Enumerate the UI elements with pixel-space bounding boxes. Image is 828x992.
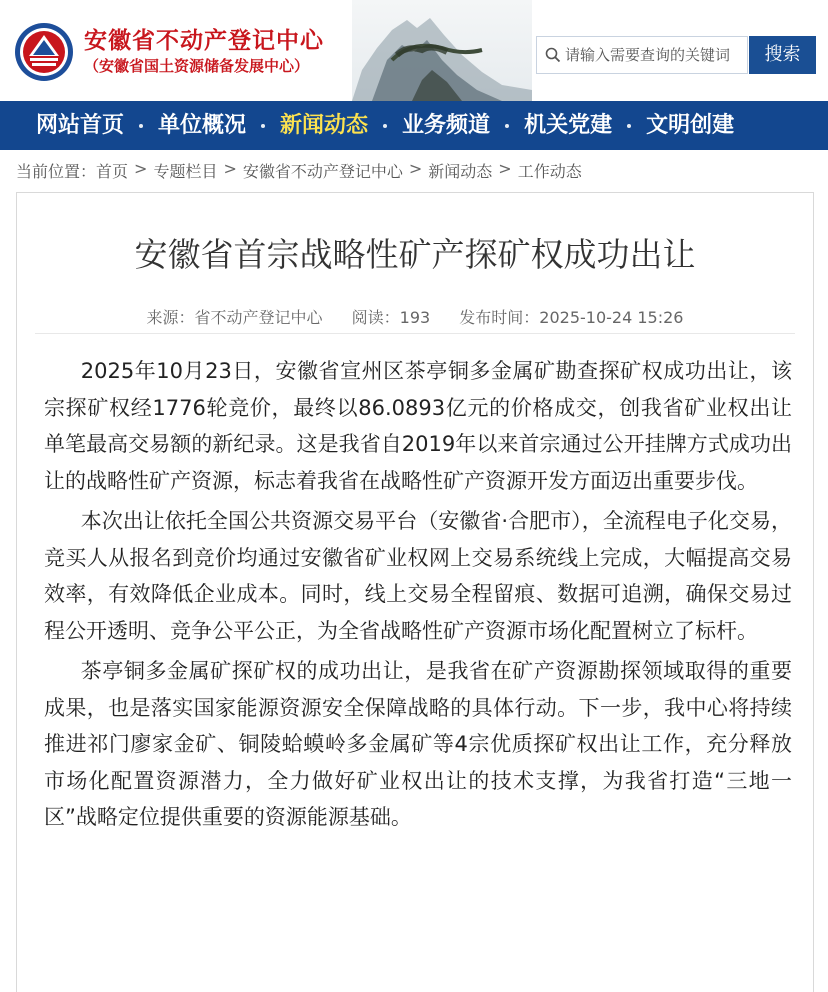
mountain-scenery-image xyxy=(352,0,532,101)
nav-item-party[interactable]: 机关党建 xyxy=(524,113,613,138)
breadcrumb-item-news[interactable]: 新闻动态 xyxy=(428,162,493,181)
breadcrumb-item-work[interactable]: 工作动态 xyxy=(517,162,582,181)
site-title: 安徽省不动产登记中心 xyxy=(84,28,324,54)
site-header xyxy=(0,0,828,101)
search-button[interactable]: 搜索 xyxy=(749,36,816,74)
nav-separator xyxy=(261,124,265,128)
meta-divider xyxy=(35,333,795,334)
article-meta xyxy=(17,305,813,328)
article-publish-time: 发布时间：2025-10-24 15:26 xyxy=(459,308,684,327)
search-icon xyxy=(545,47,561,63)
nav-item-civilization[interactable]: 文明创建 xyxy=(646,113,735,138)
article-paragraph: 2025年10月23日，安徽省宣州区茶亭铜多金属矿勘查探矿权成功出让，该宗探矿权经1776轮竞价，最终以86.0893亿元的价格成交，创我省矿业权出让单笔最高交易额的新纪录。这是我省自2019年以来首宗通过公开挂牌方式成功出让的战略性矿产资源，标志着我省在战略性矿产资源开发方面迈出重要步伐。 xyxy=(44,359,792,493)
nav-separator xyxy=(139,124,143,128)
nav-separator xyxy=(383,124,387,128)
article-paragraph: 本次出让依托全国公共资源交易平台（安徽省·合肥市），全流程电子化交易，竞买人从报名到竞价均通过安徽省矿业权网上交易系统线上完成，大幅提高交易效率，有效降低企业成本。同时，线上交易全程留痕、数据可追溯，确保交易过程公开透明、竞争公平公正，为全省战略性矿产资源市场化配置树立了标杆。 xyxy=(44,509,792,643)
breadcrumb-separator: > xyxy=(223,159,237,178)
nav-item-news[interactable]: 新闻动态 xyxy=(280,113,369,138)
nav-item-home[interactable]: 网站首页 xyxy=(36,113,125,138)
main-nav xyxy=(0,101,828,150)
breadcrumb xyxy=(16,159,588,182)
article-card xyxy=(16,192,814,992)
breadcrumb-item-center[interactable]: 安徽省不动产登记中心 xyxy=(242,162,403,181)
breadcrumb-separator: > xyxy=(408,159,423,178)
site-subtitle: （安徽省国土资源储备发展中心） xyxy=(84,57,310,75)
breadcrumb-prefix: 当前位置： xyxy=(16,162,97,181)
nav-separator xyxy=(505,124,509,128)
breadcrumb-separator: > xyxy=(498,159,512,178)
article-body xyxy=(44,353,792,836)
breadcrumb-item-home[interactable]: 首页 xyxy=(96,162,129,181)
article-read-count: 阅读：193 xyxy=(351,308,431,327)
breadcrumb-separator: > xyxy=(134,159,148,178)
nav-item-business[interactable]: 业务频道 xyxy=(402,113,491,138)
emblem-icon[interactable] xyxy=(14,22,74,82)
breadcrumb-item-topics[interactable]: 专题栏目 xyxy=(153,162,218,181)
article-source: 来源：省不动产登记中心 xyxy=(146,308,323,327)
article-title: 安徽省首宗战略性矿产探矿权成功出让 xyxy=(134,235,696,274)
search-input[interactable] xyxy=(565,37,747,73)
nav-item-about[interactable]: 单位概况 xyxy=(158,113,247,138)
nav-separator xyxy=(627,124,631,128)
article-paragraph: 茶亭铜多金属矿探矿权的成功出让，是我省在矿产资源勘探领域取得的重要成果，也是落实国家能源资源安全保障战略的具体行动。下一步，我中心将持续推进祁门廖家金矿、铜陵蛤蟆岭多金属矿等4宗优质探矿权出让工作，充分释放市场化配置资源潜力，全力做好矿业权出让的技术支撑，为我省打造“三地一区”战略定位提供重要的资源能源基础。 xyxy=(44,659,792,829)
search-box xyxy=(536,36,748,74)
